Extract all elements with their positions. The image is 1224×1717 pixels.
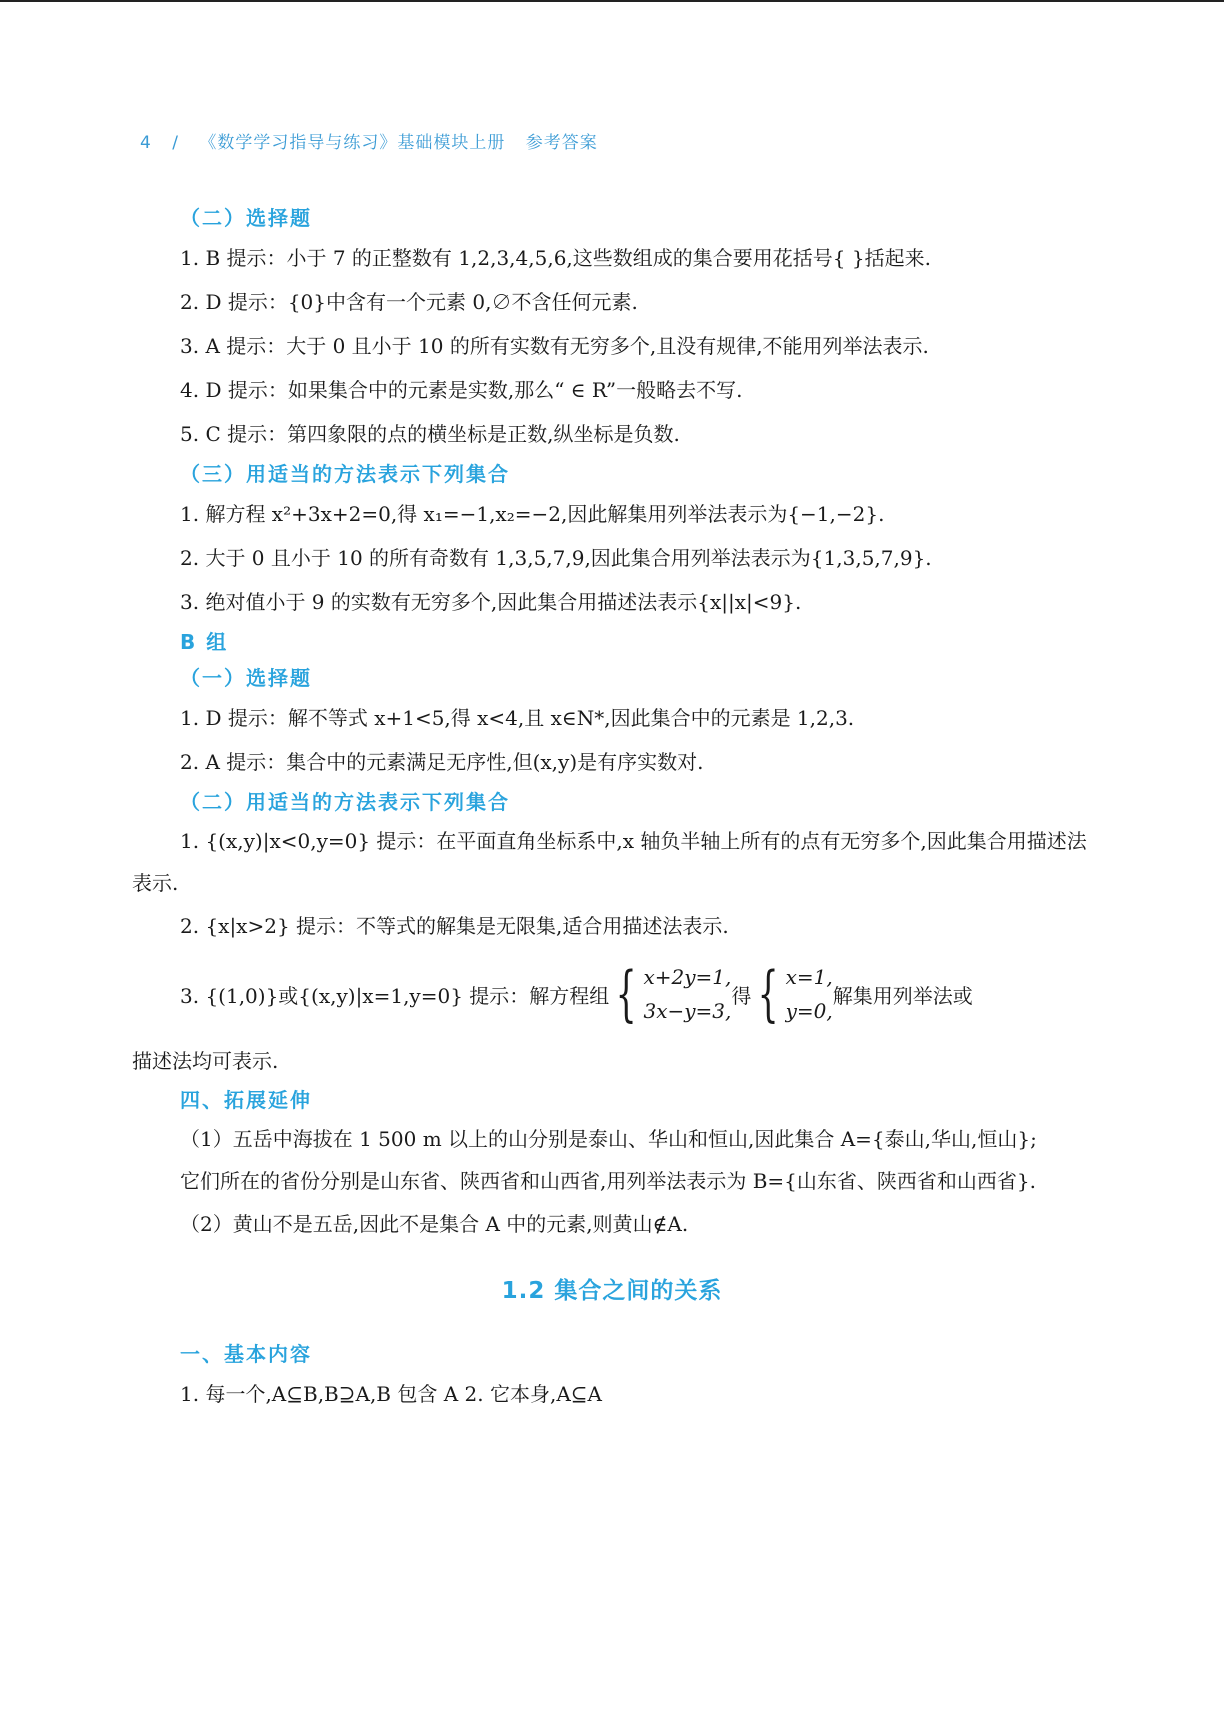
answer-label: 参考答案 [525, 133, 598, 153]
answer-line: 3. A 提示：大于 0 且小于 10 的所有实数有无穷多个,且没有规律,不能用列举法表示. [180, 334, 929, 358]
equation-mid: 得 [731, 983, 752, 1008]
answer-line: 1. 解方程 x²+3x+2=0,得 x₁=−1,x₂=−2,因此解集用列举法表示为{−1,−2}. [180, 502, 885, 526]
equation-system [643, 960, 731, 1028]
page-content [132, 200, 1092, 1416]
section-heading: （二）选择题 [180, 206, 312, 230]
section-heading: （二）用适当的方法表示下列集合 [180, 790, 510, 814]
answer-line: 2. A 提示：集合中的元素满足无序性,但(x,y)是有序实数对. [180, 750, 704, 774]
left-brace: { [615, 959, 637, 1029]
answer-paragraph: 它们所在的省份分别是山东省、陕西省和山西省,用列举法表示为 B={山东省、陕西省和山西省}. [180, 1169, 1036, 1193]
solution-2: y=0, [785, 999, 833, 1023]
top-rule [0, 0, 1224, 2]
page-header [140, 128, 612, 153]
section-heading: 四、拓展延伸 [180, 1088, 312, 1112]
page-number: 4 [140, 133, 152, 153]
section-heading: （一）选择题 [180, 666, 312, 690]
answer-line: 4. D 提示：如果集合中的元素是实数,那么“ ∈ R”一般略去不写. [180, 378, 743, 402]
answer-line: 5. C 提示：第四象限的点的横坐标是正数,纵坐标是负数. [180, 422, 680, 446]
solution-system [786, 960, 833, 1028]
answer-line: 1. B 提示：小于 7 的正整数有 1,2,3,4,5,6,这些数组成的集合要用花括号{ }括起来. [180, 246, 931, 270]
answer-line: 3. 绝对值小于 9 的实数有无穷多个,因此集合用描述法表示{x||x|<9}. [180, 590, 802, 614]
answer-line: 1. D 提示：解不等式 x+1<5,得 x<4,且 x∈N*,因此集合中的元素是 1,2,3. [180, 706, 855, 730]
equation-2: 3x−y=3, [643, 999, 732, 1023]
equation-suffix: 解集用列举法或 [832, 983, 973, 1008]
book-title: 《数学学习指导与练习》基础模块上册 [199, 133, 506, 153]
section-heading: 一、基本内容 [180, 1342, 312, 1366]
answer-line: 2. D 提示：{0}中含有一个元素 0,∅不含任何元素. [180, 290, 638, 314]
left-brace: { [757, 959, 779, 1029]
header-separator: / [172, 133, 179, 153]
solution-1: x=1, [785, 965, 833, 989]
answer-line: 2. 大于 0 且小于 10 的所有奇数有 1,3,5,7,9,因此集合用列举法表示为{1,3,5,7,9}. [180, 546, 932, 570]
section-heading: （三）用适当的方法表示下列集合 [180, 462, 510, 486]
answer-paragraph: 1. {(x,y)|x<0,y=0} 提示：在平面直角坐标系中,x 轴负半轴上所有的点有无穷多个,因此集合用描述法表示. [132, 829, 1087, 895]
answer-line: （2）黄山不是五岳,因此不是集合 A 中的元素,则黄山∉A. [180, 1212, 689, 1236]
equation-1: x+2y=1, [643, 965, 732, 989]
equation-answer [132, 948, 1092, 1040]
equation-prefix: 3. {(1,0)}或{(x,y)|x=1,y=0} 提示：解方程组 [180, 983, 610, 1008]
answer-paragraph: （1）五岳中海拔在 1 500 m 以上的山分别是泰山、华山和恒山,因此集合 A={泰山,华山,恒山}; [180, 1127, 1037, 1151]
answer-continuation: 描述法均可表示. [132, 1049, 279, 1073]
chapter-title: 1.2 集合之间的关系 [501, 1278, 723, 1304]
group-heading: B 组 [180, 630, 229, 654]
answer-line: 1. 每一个,A⊆B,B⊇A,B 包含 A 2. 它本身,A⊆A [180, 1382, 602, 1406]
answer-line: 2. {x|x>2} 提示：不等式的解集是无限集,适合用描述法表示. [180, 914, 729, 938]
